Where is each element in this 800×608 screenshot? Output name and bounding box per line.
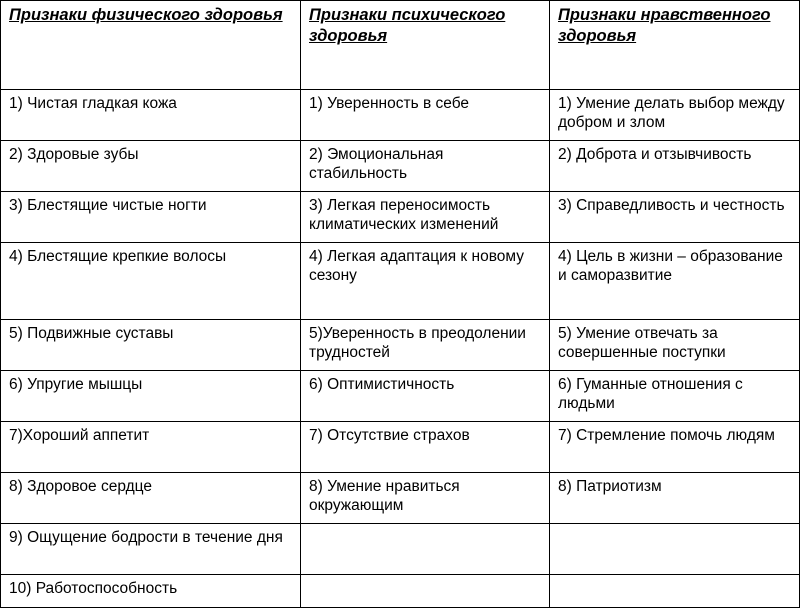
cell-mental: 8) Умение нравиться окружающим xyxy=(301,473,550,524)
cell-physical: 7)Хороший аппетит xyxy=(1,422,301,473)
cell-mental: 1) Уверенность в себе xyxy=(301,90,550,141)
table-row xyxy=(1,141,800,192)
cell-physical: 8) Здоровое сердце xyxy=(1,473,301,524)
cell-moral xyxy=(550,524,800,575)
cell-moral: 1) Умение делать выбор между добром и злом xyxy=(550,90,800,141)
cell-moral: 8) Патриотизм xyxy=(550,473,800,524)
cell-physical: 1) Чистая гладкая кожа xyxy=(1,90,301,141)
cell-moral: 3) Справедливость и честность xyxy=(550,192,800,243)
cell-moral: 2) Доброта и отзывчивость xyxy=(550,141,800,192)
cell-physical: 9) Ощущение бодрости в течение дня xyxy=(1,524,301,575)
table-row xyxy=(1,524,800,575)
table-row xyxy=(1,320,800,371)
table-row xyxy=(1,192,800,243)
cell-physical: 2) Здоровые зубы xyxy=(1,141,301,192)
cell-physical: 6) Упругие мышцы xyxy=(1,371,301,422)
table-row xyxy=(1,371,800,422)
cell-mental xyxy=(301,524,550,575)
cell-moral: 5) Умение отвечать за совершенные поступки xyxy=(550,320,800,371)
table-row xyxy=(1,473,800,524)
table-row xyxy=(1,243,800,320)
cell-moral xyxy=(550,575,800,608)
header-moral-health: Признаки нравственного здоровья xyxy=(550,1,800,90)
cell-mental: 4) Легкая адаптация к новому сезону xyxy=(301,243,550,320)
cell-mental: 2) Эмоциональная стабильность xyxy=(301,141,550,192)
cell-physical: 5) Подвижные суставы xyxy=(1,320,301,371)
header-physical-health: Признаки физического здоровья xyxy=(1,1,301,90)
cell-mental: 7) Отсутствие страхов xyxy=(301,422,550,473)
cell-mental: 6) Оптимистичность xyxy=(301,371,550,422)
cell-mental: 5)Уверенность в преодолении трудностей xyxy=(301,320,550,371)
cell-physical: 3) Блестящие чистые ногти xyxy=(1,192,301,243)
cell-mental xyxy=(301,575,550,608)
table-row xyxy=(1,90,800,141)
cell-moral: 6) Гуманные отношения с людьми xyxy=(550,371,800,422)
cell-physical: 10) Работоспособность xyxy=(1,575,301,608)
header-mental-health: Признаки психического здоровья xyxy=(301,1,550,90)
cell-mental: 3) Легкая переносимость климатических изменений xyxy=(301,192,550,243)
table-row xyxy=(1,575,800,608)
cell-physical: 4) Блестящие крепкие волосы xyxy=(1,243,301,320)
table-row xyxy=(1,422,800,473)
cell-moral: 4) Цель в жизни – образование и саморазвитие xyxy=(550,243,800,320)
table-header-row xyxy=(1,1,800,90)
cell-moral: 7) Стремление помочь людям xyxy=(550,422,800,473)
